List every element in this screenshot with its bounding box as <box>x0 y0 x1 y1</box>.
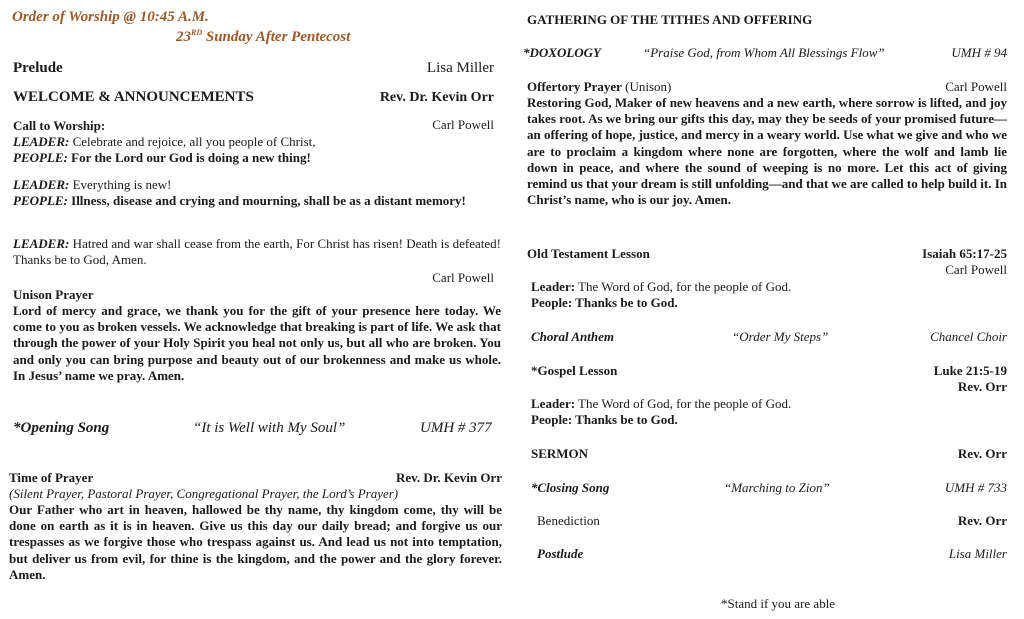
leader-text: The Word of God, for the people of God. <box>575 396 792 411</box>
leader-role: LEADER: <box>13 134 70 149</box>
lords-prayer-text: Our Father who art in heaven, hallowed be thy name, thy kingdom come, thy will be done on earth as it is in heaven. Give us this day our daily bread; and forgive us our trespasses as we forgive those who trespass against us. And lead us not into temptation, but deliver us from evil, for thine is the kingdom, and the power and the glory forever. Amen. <box>9 502 502 582</box>
postlude-person: Lisa Miller <box>948 546 1007 561</box>
call-to-worship-label: Call to Worship: <box>13 118 106 133</box>
gospel-lesson-reference: Luke 21:5-19 <box>933 363 1007 378</box>
gospel-lesson-person: Rev. Orr <box>957 379 1007 394</box>
ot-leader-line <box>531 279 791 295</box>
call-text: Everything is new! <box>69 177 172 192</box>
time-of-prayer-label: Time of Prayer <box>9 470 94 485</box>
offertory-label: Offertory Prayer <box>527 79 622 94</box>
opening-song-number: UMH # 377 <box>420 420 492 436</box>
call-line <box>13 193 501 209</box>
gospel-leader-line <box>531 396 791 412</box>
unison-prayer-text: Lord of mercy and grace, we thank you for the gift of your presence here today. We come to you as broken vessels. We acknowledge that breaking is part of life. We ask that through the power of your Holy Spirit you heal not only us, but all who are broken. You and only you can bring purpose and beauty out of our brokenness and make us whole. In Jesus’ name we pray. Amen. <box>13 303 501 383</box>
welcome-person: Rev. Dr. Kevin Orr <box>379 90 494 105</box>
stand-footnote: *Stand if you are able <box>721 596 836 611</box>
liturgical-date <box>176 29 350 46</box>
leader-role: LEADER: <box>13 236 70 251</box>
people-role: PEOPLE: <box>13 150 68 165</box>
call-line <box>13 177 493 193</box>
welcome-heading: WELCOME & ANNOUNCEMENTS <box>13 89 254 105</box>
opening-song-title: “It is Well with My Soul” <box>193 420 346 436</box>
call-to-worship-person: Carl Powell <box>432 117 494 132</box>
time-of-prayer-note: (Silent Prayer, Pastoral Prayer, Congregational Prayer, the Lord’s Prayer) <box>9 486 399 501</box>
closing-song-label: *Closing Song <box>531 480 610 495</box>
offertory-heading <box>527 79 671 95</box>
sermon-person: Rev. Orr <box>957 446 1007 461</box>
closing-song-number: UMH # 733 <box>944 480 1007 495</box>
choral-anthem-label: Choral Anthem <box>531 329 614 344</box>
tithes-heading: GATHERING OF THE TITHES AND OFFERING <box>527 12 813 27</box>
ot-lesson-reference: Isaiah 65:17-25 <box>922 246 1007 261</box>
prelude-person: Lisa Miller <box>426 60 494 76</box>
benediction-person: Rev. Orr <box>957 513 1007 528</box>
choral-anthem-performer: Chancel Choir <box>930 329 1007 344</box>
leader-role: Leader: <box>531 396 576 411</box>
leader-role: LEADER: <box>13 177 70 192</box>
call-text: Celebrate and rejoice, all you people of Christ, <box>69 134 316 149</box>
postlude-label: Postlude <box>537 546 584 561</box>
call-line <box>13 236 501 268</box>
call-text: Hatred and war shall cease from the earth, For Christ has risen! Death is defeated! Thanks be to God, Amen. <box>13 236 501 268</box>
closing-song-title: “Marching to Zion” <box>724 480 830 495</box>
benediction-label: Benediction <box>537 513 600 528</box>
call-text: Illness, disease and crying and mourning, shall be as a distant memory! <box>67 193 466 208</box>
doxology-title: “Praise God, from Whom All Blessings Flow” <box>643 45 885 60</box>
sermon-label: SERMON <box>531 446 589 461</box>
gospel-lesson-label: *Gospel Lesson <box>531 363 618 378</box>
offertory-suffix: (Unison) <box>621 79 672 94</box>
opening-song-label: *Opening Song <box>13 420 110 436</box>
order-title: Order of Worship @ 10:45 A.M. <box>12 9 209 25</box>
people-role: PEOPLE: <box>13 193 68 208</box>
doxology-label: *DOXOLOGY <box>523 45 601 60</box>
call-line <box>13 134 493 150</box>
unison-prayer-person: Carl Powell <box>432 270 494 285</box>
unison-prayer-label: Unison Prayer <box>13 287 94 302</box>
call-line <box>13 150 493 166</box>
choral-anthem-title: “Order My Steps” <box>732 329 829 344</box>
leader-role: Leader: <box>531 279 576 294</box>
offertory-prayer-text: Restoring God, Maker of new heavens and a new earth, where sorrow is lifted, and joy takes root. As we bring our gifts this day, may they be seeds of your promised future—an offering of hope, justice, and mercy in a weary world. Use what we give and who we are to proclaim a kingdom where none are forgotten, where the wolf and lamb lie down in peace, and where the sound of weeping is no more. Let this act of giving remind us that your dream is still unfolding—and that we are called to help build it. In Christ’s name, who is our joy. Amen. <box>527 95 1008 208</box>
call-text: For the Lord our God is doing a new thing! <box>67 150 311 165</box>
sunday-name: Sunday After Pentecost <box>202 29 351 45</box>
gospel-people-line: People: Thanks be to God. <box>531 412 678 427</box>
offertory-person: Carl Powell <box>945 79 1007 94</box>
ot-lesson-label: Old Testament Lesson <box>527 246 650 261</box>
ot-lesson-person: Carl Powell <box>945 262 1007 277</box>
time-of-prayer-person: Rev. Dr. Kevin Orr <box>395 470 502 485</box>
doxology-number: UMH # 94 <box>951 45 1007 60</box>
ot-people-line: People: Thanks be to God. <box>531 295 678 310</box>
sunday-ordinal: RD <box>191 28 203 37</box>
leader-text: The Word of God, for the people of God. <box>575 279 792 294</box>
sunday-number: 23 <box>176 29 191 45</box>
prelude-label: Prelude <box>13 60 63 76</box>
